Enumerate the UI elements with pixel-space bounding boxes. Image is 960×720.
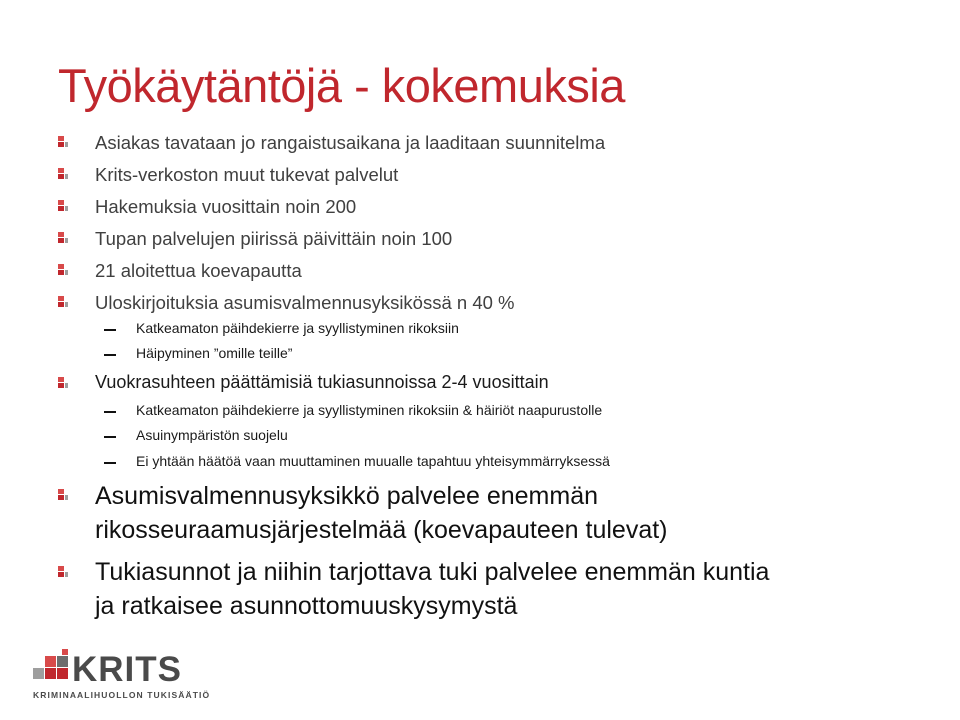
big-bullet-line: Asumisvalmennusyksikkö palvelee enemmän <box>95 482 599 510</box>
logo-mark-icon <box>45 656 56 667</box>
bullet-icon <box>58 377 68 388</box>
bullet-text: Asiakas tavataan jo rangaistusaikana ja laaditaan suunnitelma <box>95 132 606 153</box>
bullet-text: Tupan palvelujen piirissä päivittäin noin 100 <box>95 228 453 249</box>
logo-mark-icon <box>45 668 56 679</box>
logo-mark-icon <box>33 668 44 679</box>
bullet-icon <box>58 264 68 275</box>
bullet-text: Krits-verkoston muut tukevat palvelut <box>95 164 399 185</box>
logo-name: KRITS <box>72 650 182 689</box>
dash-icon <box>104 462 116 464</box>
bullet-icon <box>58 200 68 211</box>
sub-bullet-text: Asuinympäristön suojelu <box>136 427 288 443</box>
sub-bullet-text: Katkeamaton päihdekierre ja syyllistyminen rikoksiin & häiriöt naapurustolle <box>136 402 603 418</box>
dash-icon <box>104 411 116 413</box>
bullet-text: Vuokrasuhteen päättämisiä tukiasunnoissa 2-4 vuosittain <box>95 372 549 392</box>
bullet-icon <box>58 566 68 577</box>
bullet-text: Hakemuksia vuosittain noin 200 <box>95 196 357 217</box>
sub-bullet-text: Häipyminen ”omille teille” <box>136 345 293 361</box>
bullet-icon <box>58 136 68 147</box>
slide-title: Työkäytäntöjä - kokemuksia <box>58 59 625 112</box>
logo-tagline: KRIMINAALIHUOLLON TUKISÄÄTIÖ <box>33 690 211 700</box>
big-bullet-line: ja ratkaisee asunnottomuuskysymystä <box>95 592 518 620</box>
logo-mark-icon <box>57 656 68 667</box>
bullet-text: 21 aloitettua koevapautta <box>95 260 302 281</box>
bullet-icon <box>58 489 68 500</box>
bullet-icon <box>58 168 68 179</box>
logo-mark-icon <box>62 649 68 655</box>
dash-icon <box>104 436 116 438</box>
big-bullet-line: rikosseuraamusjärjestelmää (koevapauteen tulevat) <box>95 516 668 544</box>
logo-mark-icon <box>57 668 68 679</box>
dash-icon <box>104 354 116 356</box>
bullet-icon <box>58 296 68 307</box>
bullet-text: Uloskirjoituksia asumisvalmennusyksikössä n 40 % <box>95 292 515 313</box>
sub-bullet-text: Ei yhtään häätöä vaan muuttaminen muualle tapahtuu yhteisymmärryksessä <box>136 453 610 469</box>
big-bullet-line: Tukiasunnot ja niihin tarjottava tuki palvelee enemmän kuntia <box>95 558 770 586</box>
sub-bullet-text: Katkeamaton päihdekierre ja syyllistyminen rikoksiin <box>136 320 459 336</box>
dash-icon <box>104 329 116 331</box>
bullet-icon <box>58 232 68 243</box>
